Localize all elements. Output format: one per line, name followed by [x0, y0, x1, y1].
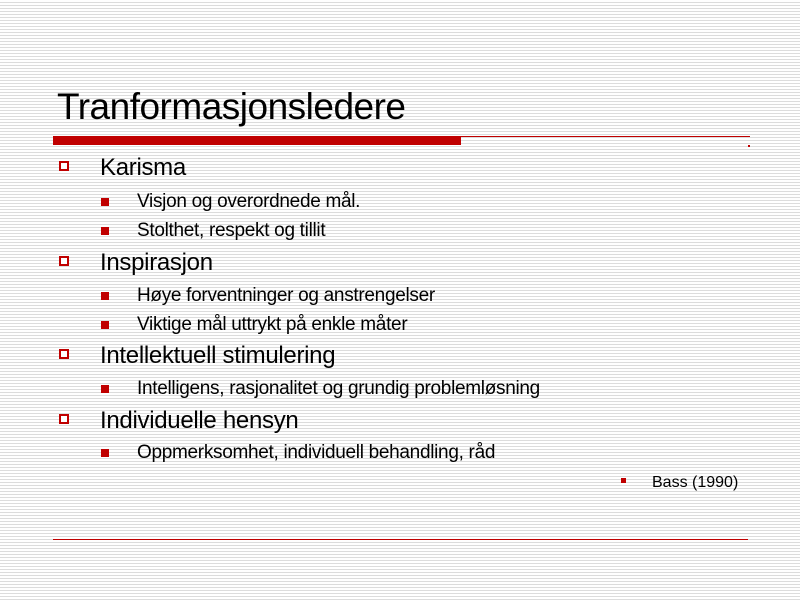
hollow-square-bullet-icon	[59, 414, 69, 424]
slide-title: Tranformasjonsledere	[57, 86, 406, 127]
filled-square-bullet-icon	[101, 198, 109, 206]
bullet-item: Viktige mål uttrykt på enkle måter	[137, 314, 408, 335]
filled-square-bullet-icon	[101, 321, 109, 329]
bullet-item: Oppmerksomhet, individuell behandling, råd	[137, 442, 496, 463]
filled-square-bullet-icon	[101, 292, 109, 300]
filled-square-bullet-icon	[101, 385, 109, 393]
section-heading-inspirasjon: Inspirasjon	[100, 249, 213, 276]
bullet-item: Høye forventninger og anstrengelser	[137, 285, 435, 306]
bullet-item: Intelligens, rasjonalitet og grundig problemløsning	[137, 378, 540, 399]
source-citation: Bass (1990)	[652, 474, 739, 491]
bullet-item: Stolthet, respekt og tillit	[137, 220, 326, 241]
section-heading-individuelle-hensyn: Individuelle hensyn	[100, 407, 299, 434]
title-underline-thick	[53, 137, 461, 145]
section-heading-karisma: Karisma	[100, 154, 186, 181]
bullet-item: Visjon og overordnede mål.	[137, 191, 361, 212]
rule-end-mark	[748, 145, 750, 147]
filled-square-bullet-icon	[101, 227, 109, 235]
hollow-square-bullet-icon	[59, 349, 69, 359]
hollow-square-bullet-icon	[59, 256, 69, 266]
section-heading-intellektuell-stimulering: Intellektuell stimulering	[100, 342, 336, 369]
footer-rule	[53, 539, 748, 540]
hollow-square-bullet-icon	[59, 161, 69, 171]
filled-square-bullet-icon	[101, 449, 109, 457]
small-square-bullet-icon	[621, 478, 626, 483]
